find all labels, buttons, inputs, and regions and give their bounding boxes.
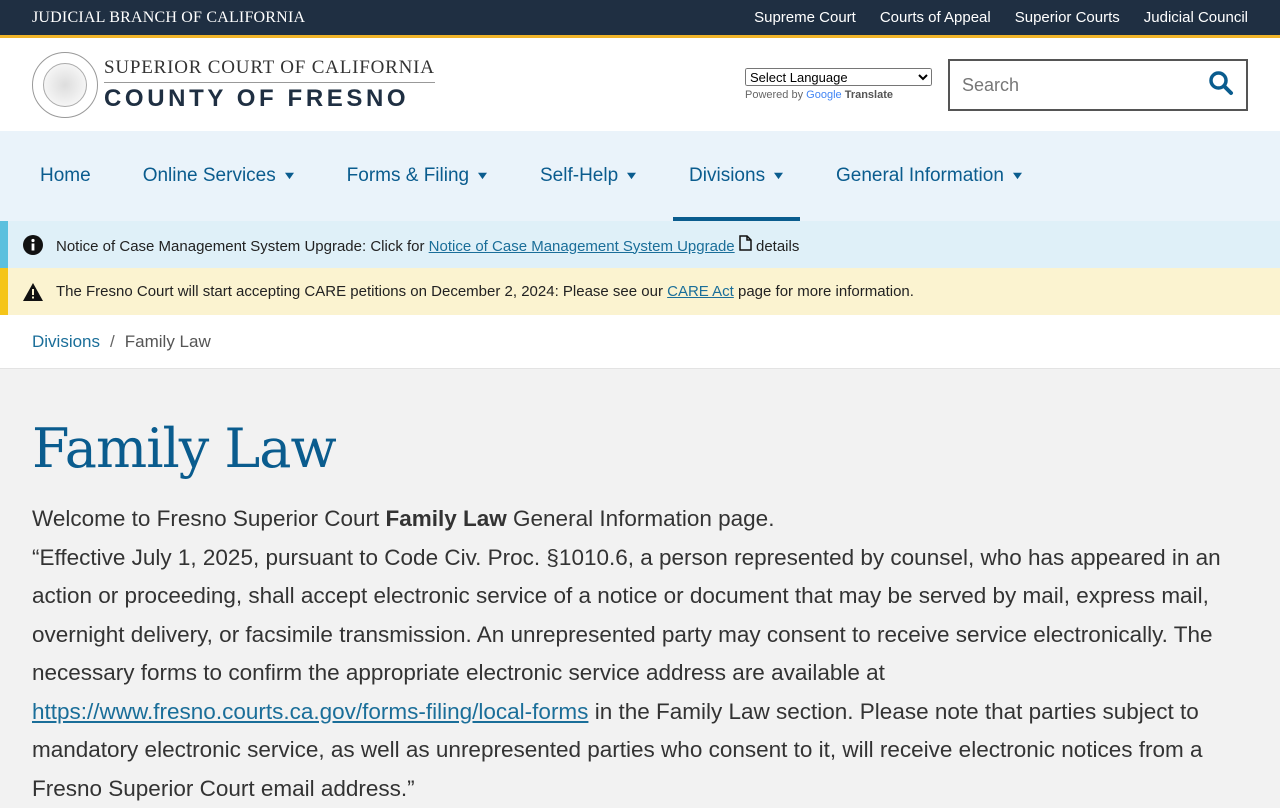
chevron-down-icon: ▼ (1009, 170, 1025, 182)
link-courts-of-appeal[interactable]: Courts of Appeal (879, 9, 991, 26)
nav-label: Forms & Filing (346, 165, 470, 186)
info-alert (0, 221, 1280, 268)
breadcrumb-current: Family Law (124, 331, 211, 351)
case-management-notice-link[interactable]: Notice of Case Management System Upgrade (428, 237, 735, 255)
google-logo: Google (806, 89, 842, 101)
search-icon[interactable] (1208, 70, 1234, 101)
nav-label: Online Services (142, 165, 276, 186)
main-content (0, 369, 1280, 808)
search-input[interactable] (962, 75, 1208, 96)
chevron-down-icon: ▼ (474, 170, 491, 182)
info-icon (22, 235, 44, 255)
intro-text: Welcome to Fresno Superior Court (32, 506, 386, 531)
google-translate (745, 68, 932, 101)
logo-text (104, 57, 435, 113)
main-nav (0, 131, 1280, 221)
nav-label: Divisions (689, 165, 766, 186)
language-select[interactable] (745, 68, 932, 86)
warning-alert (0, 268, 1280, 315)
nav-forms-filing[interactable] (331, 131, 504, 221)
home-logo-link[interactable] (32, 52, 435, 118)
chevron-down-icon: ▼ (281, 170, 297, 182)
search-box (948, 59, 1248, 111)
intro-paragraph (32, 500, 1248, 808)
info-alert-text (56, 235, 799, 255)
nav-self-help[interactable] (524, 131, 653, 221)
warning-alert-tail: page for more information. (733, 283, 914, 300)
notice-text: “Effective July 1, 2025, pursuant to Code Civ. Proc. §1010.6, a person represented by counsel, who has appeared in an action or proceeding, shall accept electronic service of a notice or document that may be served by mail, express mail, overnight delivery, or facsimile transmission. An unrepresented party may consent to receive service electronically. The necessary forms to confirm the appropriate electronic service address are available at (32, 544, 1221, 685)
logo-line-1: SUPERIOR COURT OF CALIFORNIA (104, 57, 435, 83)
warning-alert-text (56, 283, 914, 300)
link-judicial-council[interactable]: Judicial Council (1143, 9, 1248, 26)
breadcrumb-separator: / (110, 331, 115, 351)
logo-line-2: COUNTY OF FRESNO (104, 84, 410, 112)
notice-text-end: in the Family Law section. Please note that parties subject to mandatory electronic service, as well as unrepresented parties who consent to it, will receive electronic notices from a Fresno Superior Court email address.” (32, 698, 1203, 801)
chevron-down-icon: ▼ (623, 170, 640, 182)
intro-text-end: General Information page. (506, 506, 775, 531)
top-bar (0, 0, 1280, 38)
powered-by-label: Powered by (745, 89, 804, 101)
nav-label: Self-Help (540, 165, 619, 186)
document-icon (739, 238, 752, 255)
info-alert-lead: Notice of Case Management System Upgrade: Click for (56, 237, 429, 255)
nav-divisions[interactable] (673, 131, 800, 221)
nav-label: General Information (835, 165, 1004, 186)
chevron-down-icon: ▼ (770, 170, 787, 182)
breadcrumb (0, 315, 1280, 369)
nav-label: Home (40, 165, 91, 186)
nav-home[interactable] (24, 131, 107, 221)
nav-online-services[interactable] (127, 131, 311, 221)
judicial-branch-label: JUDICIAL BRANCH OF CALIFORNIA (32, 8, 306, 26)
nav-general-information[interactable] (820, 131, 1039, 221)
care-act-link[interactable]: CARE Act (667, 283, 734, 300)
court-seal-logo (32, 52, 98, 118)
warning-alert-lead: The Fresno Court will start accepting CARE petitions on December 2, 2024: Please see our (56, 283, 668, 300)
warning-icon (22, 282, 44, 302)
link-superior-courts[interactable]: Superior Courts (1014, 9, 1120, 26)
powered-by (745, 89, 932, 101)
link-supreme-court[interactable]: Supreme Court (754, 9, 856, 26)
translate-link[interactable]: Translate (844, 89, 894, 101)
breadcrumb-divisions[interactable]: Divisions (32, 331, 101, 351)
intro-bold: Family Law (385, 506, 507, 531)
info-alert-tail: details (751, 237, 800, 255)
page-title: Family Law (32, 417, 336, 480)
site-header (0, 38, 1280, 131)
top-links (754, 9, 1248, 26)
local-forms-link[interactable]: https://www.fresno.courts.ca.gov/forms-filing/local-forms (32, 698, 589, 724)
